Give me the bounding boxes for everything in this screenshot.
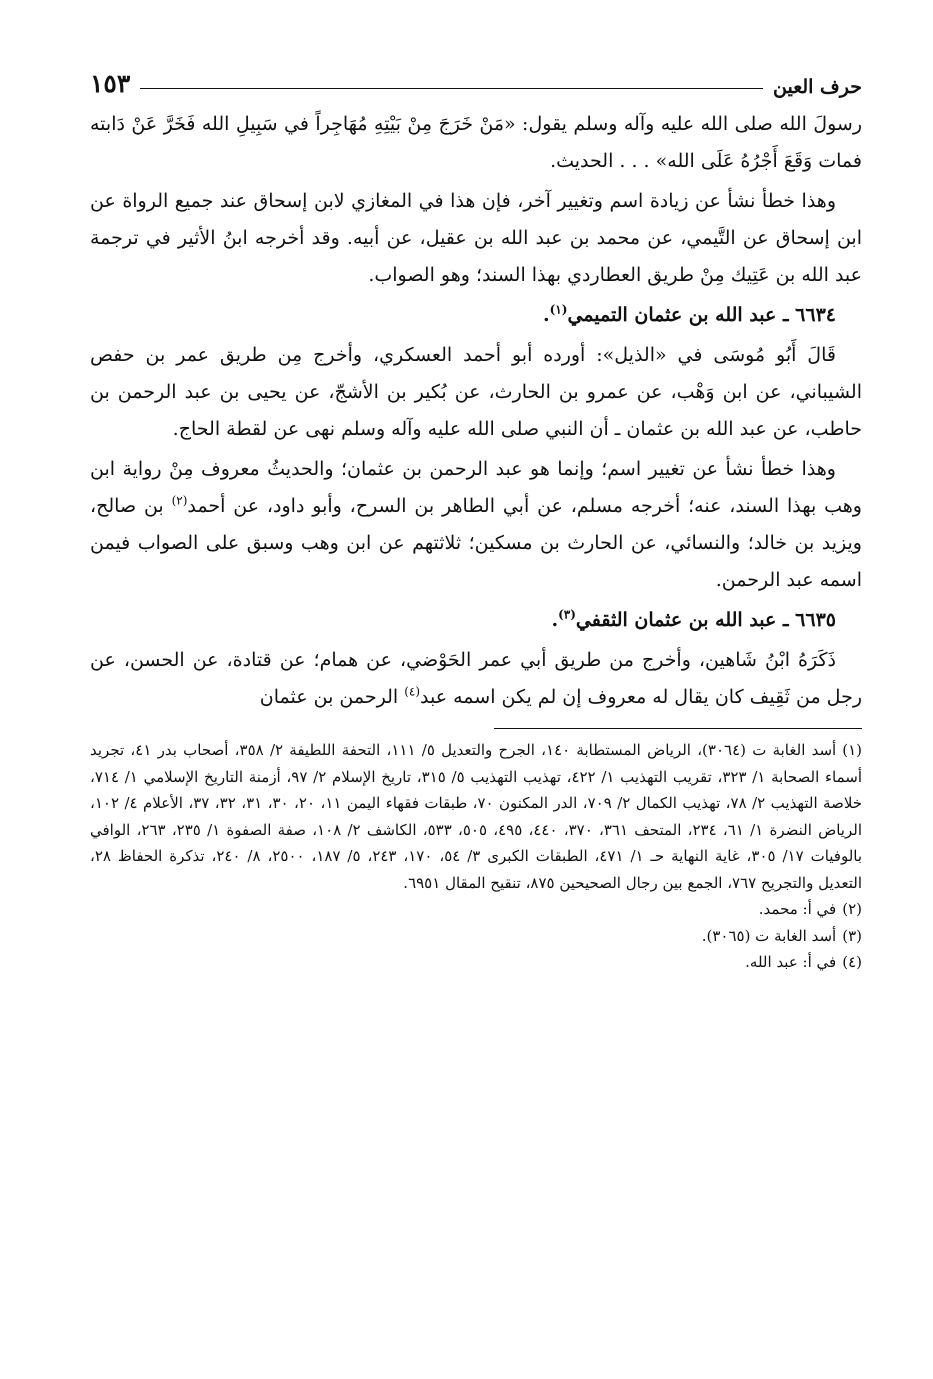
footnote-ref: (١) — [549, 302, 568, 317]
footnote-2 — [90, 896, 862, 923]
paragraph-commentary-2 — [90, 451, 862, 599]
footnote-text: في أ: عبد الله. — [745, 953, 837, 971]
footnote-text: أسد الغابة ت (٣٠٦٥). — [701, 926, 837, 945]
footnote-4 — [90, 949, 862, 976]
paragraph-commentary: وهذا خطأ نشأ عن زيادة اسم وتغيير آخر، فإن هذا في المغازي لابن إسحاق عند جميع الرواة عن ابن إسحاق عن التَّيمي، عن محمد بن عبد الله بن عقيل، عن أبيه. وقد أخرجه ابنُ الأثير في ترجمة عبد الله بن عَتِيك مِنْ طريق العطاردي بهذا السند؛ وهو الصواب. — [90, 190, 862, 286]
page-number: ١٥٣ — [90, 69, 131, 98]
text-segment: وهذا خطأ نشأ عن تغيير اسم؛ وإنما هو عبد الرحمن بن عثمان؛ والحديثُ معروف مِنْ رواية ابن وهب بهذا السند، عنه؛ أخرجه مسلم، عن أبي الطاهر بن السرح، وأبو داود، عن أحمد — [90, 458, 862, 517]
footnote-ref: (٤) — [404, 684, 421, 699]
footnote-number: (٢) — [842, 900, 862, 918]
footnote-number: (١) — [842, 741, 862, 759]
entry-end: . — [551, 609, 559, 631]
footnote-1 — [90, 737, 862, 896]
running-title: حرف العين — [773, 76, 862, 98]
text-segment: بن صالح، ويزيد بن خالد؛ والنسائي، عن الحارث بن مسكين؛ ثلاثتهم عن ابن وهب وسبق على الصواب فيمن اسمه عبد الرحمن. — [90, 495, 862, 591]
entry-title: ٦٦٣٤ ـ عبد الله بن عثمان التميمي — [567, 304, 836, 326]
footnote-number: (٤) — [842, 953, 862, 971]
paragraph-continuation: رسولَ الله صلى الله عليه وآله وسلم يقول: «مَنْ خَرَجَ مِنْ بَيْتِهِ مُهَاجِراً في سَبِيلِ الله فَخَرَّ عَنْ دَابته فمات وَقَعَ أَجْرُهُ عَلَى الله» . . . الحديث. — [90, 113, 862, 172]
footnote-separator — [494, 728, 862, 729]
text-segment: ذَكَرَهُ ابْنُ شَاهين، وأخرج من طريق أبي عمر الحَوْضي، عن همام؛ عن قتادة، عن الحسن، عن رجل من ثَقِيف كان يقال له معروف إن لم يكن اسمه عبد — [90, 649, 862, 708]
footnote-ref: (٣) — [558, 607, 576, 622]
footnote-3 — [90, 923, 862, 950]
paragraph-entry-6635 — [90, 642, 862, 716]
entry-heading-6634 — [90, 297, 862, 334]
entry-end: . — [542, 304, 550, 326]
book-page — [90, 58, 862, 976]
entry-heading-6635 — [90, 602, 862, 639]
footnotes — [90, 737, 862, 976]
header-rule — [140, 88, 763, 89]
page-header — [90, 58, 862, 98]
entry-title: ٦٦٣٥ ـ عبد الله بن عثمان الثقفي — [575, 609, 836, 631]
footnote-text: في أ: محمد. — [758, 900, 837, 918]
footnote-number: (٣) — [842, 926, 862, 945]
text-segment: الرحمن بن عثمان — [259, 686, 405, 708]
footnote-text: أسد الغابة ت (٣٠٦٤)، الرياض المستطابة ١٤٠، الجرح والتعديل ٥/ ١١١، التحفة اللطيفة ٢/ ٣٥٨، أصحاب بدر ٤١، تجريد أسماء الصحابة ١/ ٣٢٣، تقريب التهذيب ١/ ٤٢٢، تهذيب التهذيب ٥/ ٣١٥، تاريخ الإسلام ٢/ ٩٧، أزمنة التاريخ الإسلامي ١/ ٧١٤، خلاصة التهذيب ٢/ ٧٨، تهذيب الكمال ٢/ ٧٠٩، الدر المكنون ٧٠، طبقات فقهاء اليمن ١١، ٢٠، ٣٠، ٣١، ٣٢، ٣٧، الأعلام ٤/ ١٠٢، الرياض النضرة ١/ ٦١، ٢٣٤، المتحف ٣٦١، ٣٧٠، ٤٤٠، ٤٩٥، ٥٠٥، ٥٣٣، الكاشف ٢/ ١٠٨، صفة الصفوة ١/ ٢٣٥، ٢٦٣، الوافي بالوفيات ١٧/ ٣٠٥، غاية النهاية حـ ١/ ٤٧١، الطبقات الكبرى ٣/ ٥٤، ١٧٠، ٢٤٣، ٥/ ١٨٧، ٢٥٠٠، ٨/ ٢٤٠، تذكرة الحفاظ ٢٨، التعديل والتجريح ٧٦٧، الجمع بين رجال الصحيحين ٨٧٥، تنقيح المقال ٦٩٥١. — [90, 741, 863, 892]
paragraph-entry-6634: قَالَ أَبُو مُوسَى في «الذيل»: أورده أبو أحمد العسكري، وأخرج مِن طريق عمر بن حفص الشيباني، عن ابن وَهْب، عن عمرو بن الحارث، عن بُكير بن الأشجّ، عن يحيى بن عبد الرحمن بن حاطب، عن عبد الله بن عثمان ـ أن النبي صلى الله عليه وآله وسلم نهى عن لقطة الحاج. — [90, 344, 862, 440]
footnote-ref: (٢) — [171, 493, 188, 508]
main-text — [90, 106, 862, 716]
